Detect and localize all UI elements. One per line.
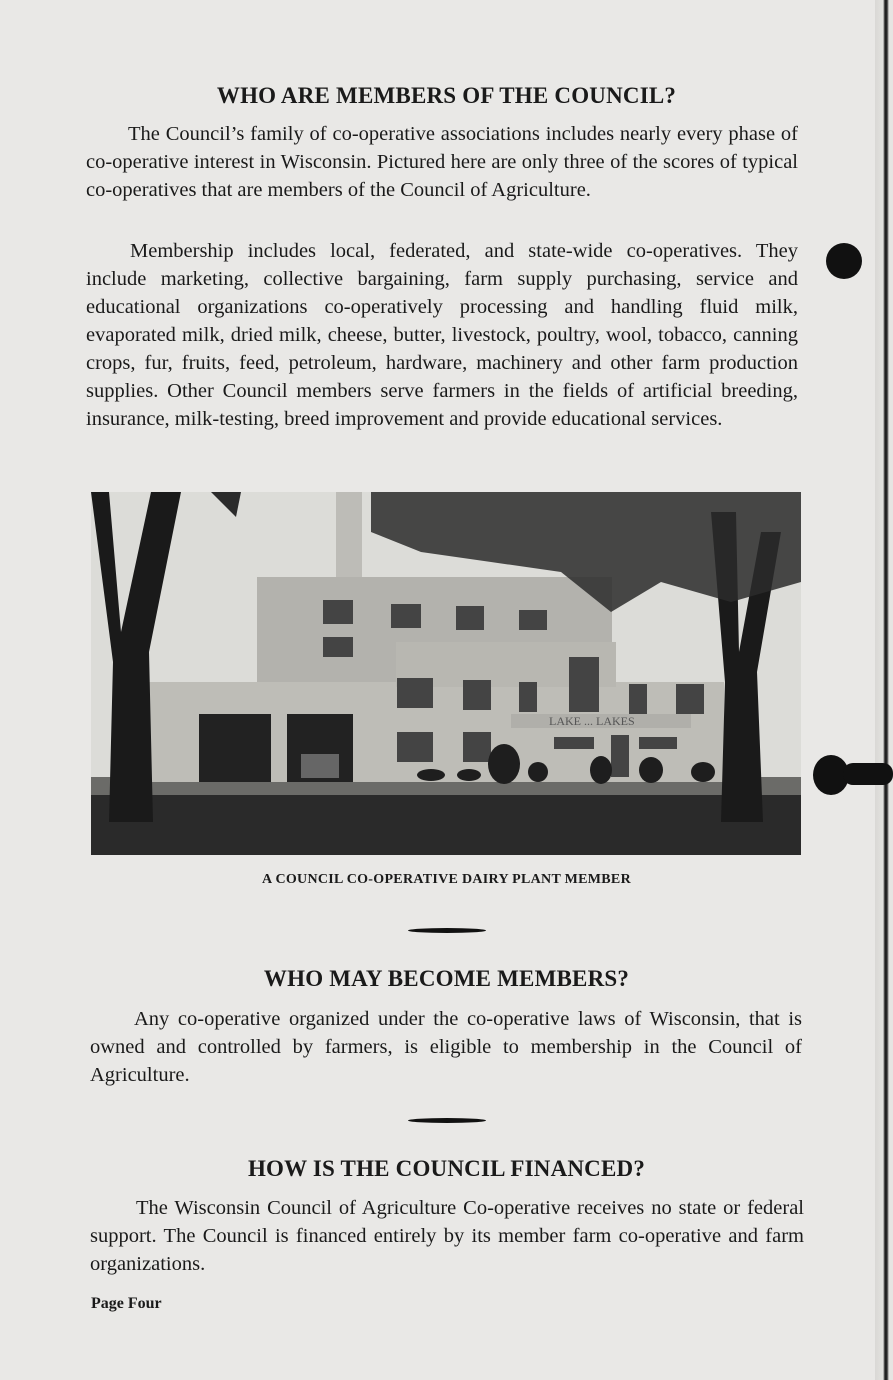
punch-hole-top <box>826 243 862 279</box>
divider-ornament-2 <box>408 1118 486 1123</box>
page-number: Page Four <box>91 1295 162 1312</box>
building-sign: LAKE ... LAKES <box>549 714 635 728</box>
punch-hole-middle <box>813 755 849 795</box>
divider-ornament-1 <box>408 928 486 933</box>
paragraph-council-family: The Council’s family of co-operative associations includes nearly every phase of co-operative interest in Wisconsin. Pictured here are only three of the scores of typical co-operatives that are members of the Council of Agriculture. <box>86 123 798 201</box>
paragraph-financing: The Wisconsin Council of Agriculture Co-operative receives no state or federal support. The Council is financed entirely by its member farm co-operative and farm organizations. <box>90 1197 804 1275</box>
heading-how-financed: HOW IS THE COUNCIL FINANCED? <box>247 1156 646 1181</box>
dairy-plant-photo <box>91 492 801 855</box>
paragraph-eligibility: Any co-operative organized under the co-operative laws of Wisconsin, that is owned and controlled by farmers, is eligible to membership in the Council of Agriculture. <box>90 1008 802 1086</box>
heading-who-are-members: WHO ARE MEMBERS OF THE COUNCIL? <box>216 83 677 108</box>
paragraph-membership-includes: Membership includes local, federated, and state-wide co-operatives. They include marketing, collective bargaining, farm supply purchasing, service and educational organizations co-operatively processing and handling fluid milk, evaporated milk, dried milk, cheese, butter, livestock, poultry, wool, tobacco, canning crops, fur, fruits, feed, petroleum, hardware, machinery and other farm production supplies. Other Council members serve farmers in the fields of artificial breeding, insurance, milk-testing, breed improvement and provide educational services. <box>86 240 798 430</box>
dairy-plant-illustration <box>91 492 801 855</box>
heading-who-may-become-members: WHO MAY BECOME MEMBERS? <box>263 966 630 991</box>
photo-caption: A COUNCIL CO-OPERATIVE DAIRY PLANT MEMBER <box>262 872 631 887</box>
